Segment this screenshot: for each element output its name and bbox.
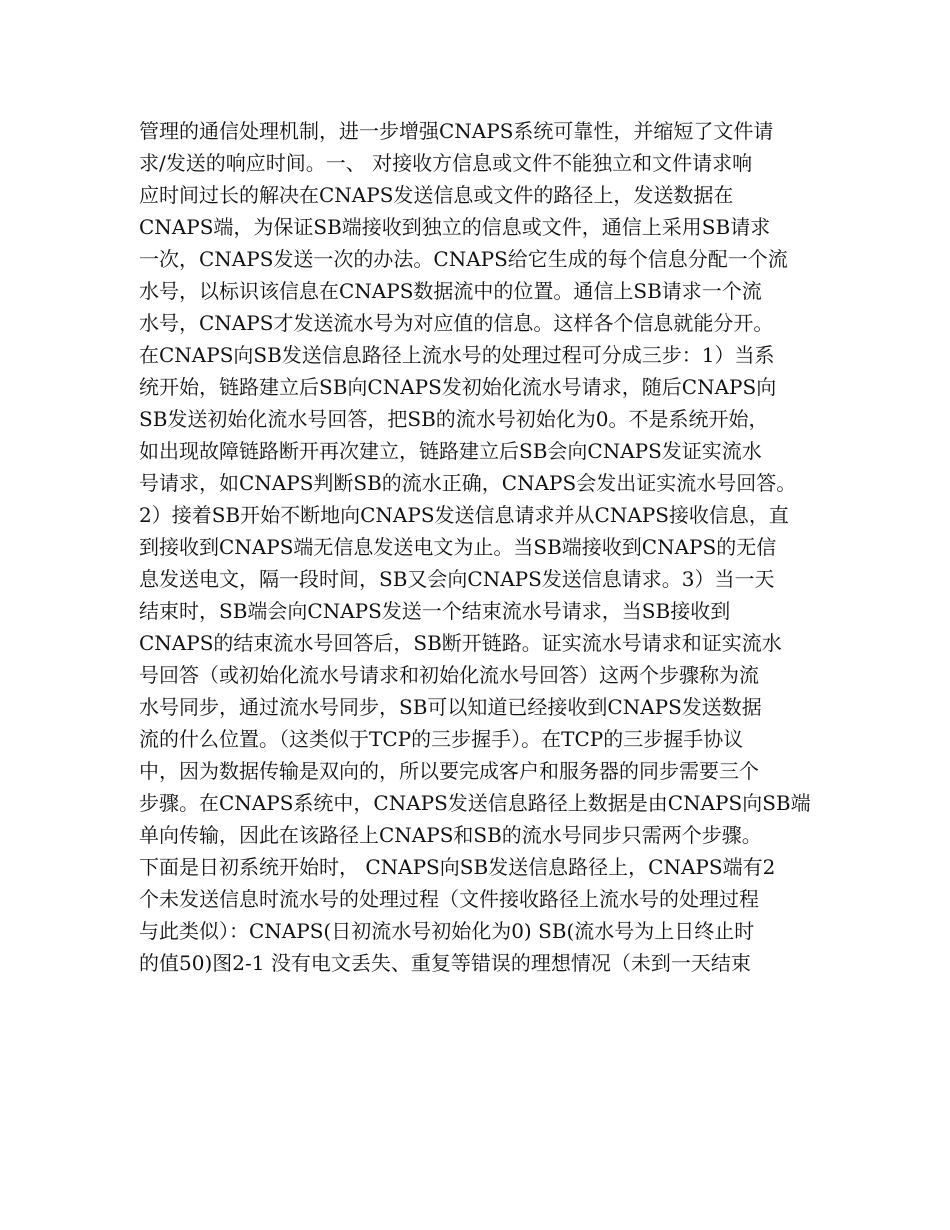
text-line: 流的什么位置。（这类似于TCP的三步握手）。在TCP的三步握手协议	[139, 727, 744, 751]
text-line: 水号同步，通过流水号同步，SB可以知道已经接收到CNAPS发送数据	[139, 695, 762, 719]
text-line: 号请求，如CNAPS判断SB的流水正确，CNAPS会发出证实流水号回答。	[139, 471, 797, 495]
text-line: 的值50)图2-1 没有电文丢失、重复等错误的理想情况（未到一天结束	[139, 951, 751, 975]
text-line: CNAPS端，为保证SB端接收到独立的信息或文件，通信上采用SB请求	[139, 215, 771, 239]
text-line: 与此类似）：CNAPS(日初流水号初始化为0) SB(流水号为上日终止时	[139, 919, 755, 943]
text-line: 息发送电文，隔一段时间，SB又会向CNAPS发送信息请求。3）当一天	[139, 567, 775, 591]
text-line: 到接收到CNAPS端无信息发送电文为止。当SB端接收到CNAPS的无信	[139, 535, 777, 559]
text-line: 单向传输，因此在该路径上CNAPS和SB的流水号同步只需两个步骤。	[139, 823, 762, 847]
text-line: 个未发送信息时流水号的处理过程（文件接收路径上流水号的处理过程	[139, 887, 759, 911]
text-line: 结束时，SB端会向CNAPS发送一个结束流水号请求，当SB接收到	[139, 599, 731, 623]
text-line: 如出现故障链路断开再次建立，链路建立后SB会向CNAPS发证实流水	[139, 439, 762, 463]
text-line: 下面是日初系统开始时， CNAPS向SB发送信息路径上，CNAPS端有2	[139, 855, 776, 879]
text-line: 2）接着SB开始不断地向CNAPS发送信息请求并从CNAPS接收信息，直	[139, 503, 789, 527]
text-line: 水号，CNAPS才发送流水号为对应值的信息。这样各个信息就能分开。	[139, 311, 774, 335]
text-line: 在CNAPS向SB发送信息路径上流水号的处理过程可分成三步：1）当系	[139, 343, 775, 367]
text-line: 水号，以标识该信息在CNAPS数据流中的位置。通信上SB请求一个流	[139, 279, 762, 303]
text-line: 求/发送的响应时间。一、 对接收方信息或文件不能独立和文件请求响	[139, 151, 753, 175]
text-line: 一次，CNAPS发送一次的办法。CNAPS给它生成的每个信息分配一个流	[139, 247, 788, 271]
text-line: 统开始，链路建立后SB向CNAPS发初始化流水号请求，随后CNAPS向	[139, 375, 777, 399]
text-line: 应时间过长的解决在CNAPS发送信息或文件的路径上，发送数据在	[139, 183, 734, 207]
body-text	[139, 115, 829, 979]
text-line: CNAPS的结束流水号回答后，SB断开链路。证实流水号请求和证实流水	[139, 631, 782, 655]
text-line: 管理的通信处理机制，进一步增强CNAPS系统可靠性，并缩短了文件请	[139, 119, 774, 143]
text-line: 步骤。在CNAPS系统中，CNAPS发送信息路径上数据是由CNAPS向SB端	[139, 791, 811, 815]
text-line: SB发送初始化流水号回答，把SB的流水号初始化为0。不是系统开始，	[139, 407, 769, 431]
text-line: 号回答（或初始化流水号请求和初始化流水号回答）这两个步骤称为流	[139, 663, 759, 687]
text-line: 中，因为数据传输是双向的，所以要完成客户和服务器的同步需要三个	[139, 759, 759, 783]
